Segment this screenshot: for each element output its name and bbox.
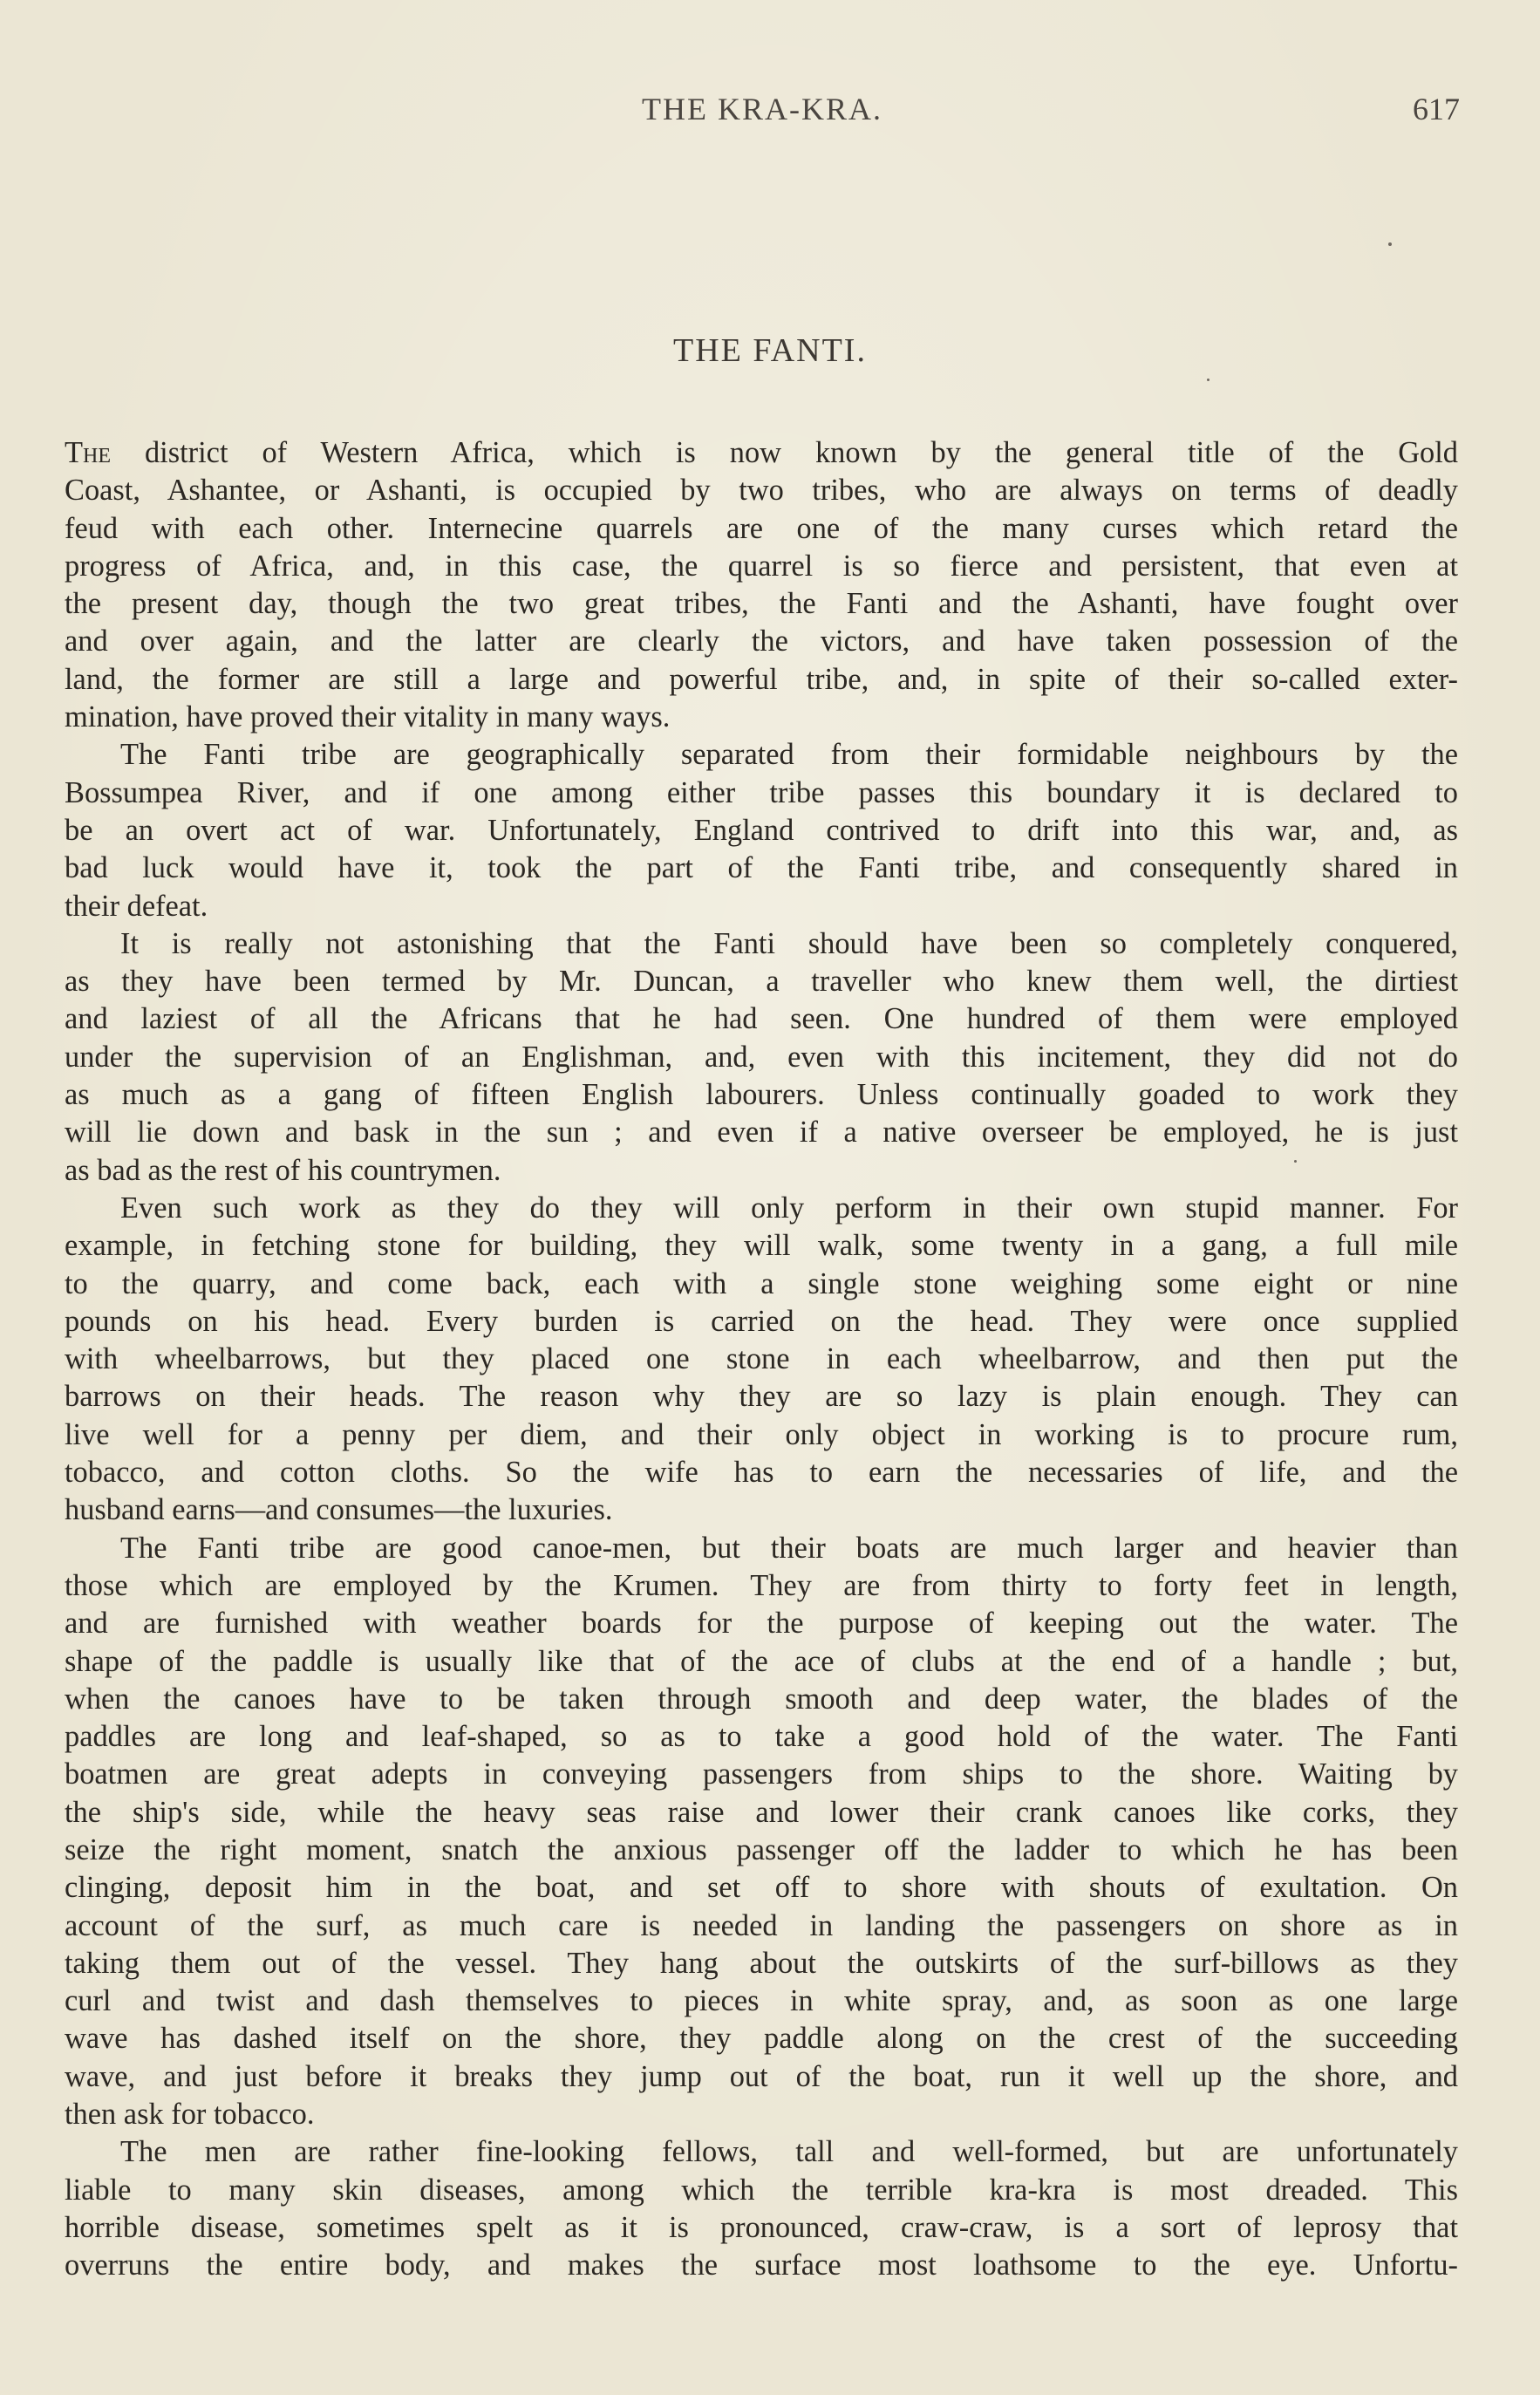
line-text: and over again, and the latter are clearly the victors, and have taken possession of the (65, 624, 1458, 658)
line-text: land, the former are still a large and powerful tribe, and, in spite of their so-called exter- (65, 662, 1458, 696)
line-text: barrows on their heads. The reason why they are so lazy is plain enough. They can (65, 1380, 1458, 1414)
line-text: overruns the entire body, and makes the surface most loathsome to the eye. Unfortu- (65, 2248, 1458, 2282)
line-text: district of Western Africa, which is now known by the general title of the Gold (144, 436, 1458, 469)
text-line (65, 699, 1458, 736)
line-text: and are furnished with weather boards for the purpose of keeping out the water. The (65, 1607, 1458, 1641)
text-line (65, 2172, 1458, 2209)
text-line (65, 1190, 1458, 1227)
line-text: as they have been termed by Mr. Duncan, a traveller who knew them well, the dirtiest (65, 965, 1458, 999)
text-line (65, 661, 1458, 699)
line-text: seize the right moment, snatch the anxious passenger off the ladder to which he has been (65, 1832, 1458, 1866)
text-line (65, 736, 1458, 774)
text-line (65, 1982, 1458, 2020)
text-line (65, 1076, 1458, 1114)
line-text: the present day, though the two great tribes, the Fanti and the Ashanti, have fought over (65, 587, 1458, 621)
line-text: Bossumpea River, and if one among either tribe passes this boundary it is declared to (65, 775, 1458, 809)
line-text: when the canoes have to be taken through smooth and deep water, the blades of the (65, 1682, 1458, 1716)
line-text: then ask for tobacco. (65, 2098, 315, 2132)
text-line (65, 1945, 1458, 1982)
line-text: taking them out of the vessel. They hang about the outskirts of the surf-billows as they (65, 1946, 1458, 1980)
text-line (65, 1378, 1458, 1416)
running-header (65, 91, 1460, 134)
text-line (65, 1832, 1458, 1869)
text-line (65, 2247, 1458, 2284)
text-line (65, 1567, 1458, 1605)
line-text: progress of Africa, and, in this case, the quarrel is so fierce and persistent, that even at (65, 549, 1458, 583)
line-text: with wheelbarrows, but they placed one stone in each wheelbarrow, and then put the (65, 1342, 1458, 1376)
text-line (65, 2209, 1458, 2247)
line-text: example, in fetching stone for building, they will walk, some twenty in a gang, a full mile (65, 1229, 1458, 1263)
text-line (65, 1756, 1458, 1793)
text-line (65, 1227, 1458, 1265)
line-text: as bad as the rest of his countrymen. (65, 1153, 501, 1187)
line-text: their defeat. (65, 889, 208, 923)
line-text: curl and twist and dash themselves to pieces in white spray, and, as soon as one large (65, 1984, 1458, 2018)
line-text: Even such work as they do they will only perform in their own stupid manner. For (120, 1191, 1458, 1225)
line-text: It is really not astonishing that the Fanti should have been so completely conquered, (120, 926, 1458, 960)
line-text: shape of the paddle is usually like that of the ace of clubs at the end of a handle ; but, (65, 1644, 1458, 1678)
line-text: horrible disease, sometimes spelt as it is pronounced, craw-craw, is a sort of leprosy that (65, 2210, 1458, 2244)
text-line (65, 812, 1458, 850)
text-line (65, 1039, 1458, 1076)
body-text (65, 434, 1458, 2285)
line-text: mination, have proved their vitality in many ways. (65, 700, 671, 734)
paper-speck (1207, 379, 1210, 381)
line-text: account of the surf, as much care is needed in landing the passengers on shore as in (65, 1908, 1458, 1942)
paper-speck (1388, 242, 1392, 246)
text-line (65, 1454, 1458, 1491)
text-line (65, 1530, 1458, 1567)
line-text: clinging, deposit him in the boat, and set off to shore with shouts of exultation. On (65, 1871, 1458, 1905)
text-line (65, 1907, 1458, 1945)
text-line (65, 1341, 1458, 1378)
line-text: liable to many skin diseases, among which the terrible kra-kra is most dreaded. This (65, 2173, 1458, 2207)
text-line (65, 1794, 1458, 1832)
text-line (65, 472, 1458, 509)
text-line (65, 1152, 1458, 1190)
text-line (65, 1303, 1458, 1341)
text-line (65, 1718, 1458, 1756)
line-text: husband earns—and consumes—the luxuries. (65, 1493, 613, 1527)
line-text: will lie down and bask in the sun ; and even if a native overseer be employed, he is just (65, 1116, 1458, 1150)
text-line (65, 623, 1458, 660)
running-title: THE KRA-KRA. (642, 92, 882, 126)
lead-word: The (65, 436, 111, 469)
line-text: wave has dashed itself on the shore, they paddle along on the crest of the succeeding (65, 2022, 1458, 2056)
line-text: be an overt act of war. Unfortunately, England contrived to drift into this war, and, as (65, 813, 1458, 847)
line-text: The Fanti tribe are geographically separated from their formidable neighbours by the (120, 738, 1458, 772)
text-line (65, 2020, 1458, 2057)
text-line (65, 888, 1458, 925)
text-line (65, 1114, 1458, 1151)
text-line (65, 585, 1458, 623)
text-line (65, 963, 1458, 1000)
line-text: and laziest of all the Africans that he had seen. One hundred of them were employed (65, 1002, 1458, 1036)
text-line (65, 850, 1458, 887)
line-text: wave, and just before it breaks they jump out of the boat, run it well up the shore, and (65, 2059, 1458, 2093)
text-line (65, 510, 1458, 548)
line-text: feud with each other. Internecine quarrels are one of the many curses which retard the (65, 511, 1458, 545)
line-text: The Fanti tribe are good canoe-men, but their boats are much larger and heavier than (120, 1531, 1458, 1565)
line-text: as much as a gang of fifteen English labourers. Unless continually goaded to work they (65, 1078, 1458, 1112)
line-text: those which are employed by the Krumen. They are from thirty to forty feet in length, (65, 1568, 1458, 1602)
chapter-title: THE FANTI. (673, 332, 867, 369)
line-text: boatmen are great adepts in conveying passengers from ships to the shore. Waiting by (65, 1757, 1458, 1791)
line-text: to the quarry, and come back, each with a single stone weighing some eight or nine (65, 1266, 1458, 1300)
line-text: paddles are long and leaf-shaped, so as to take a good hold of the water. The Fanti (65, 1720, 1458, 1754)
line-text: pounds on his head. Every burden is carried on the head. They were once supplied (65, 1304, 1458, 1338)
line-text: under the supervision of an Englishman, and, even with this incitement, they did not do (65, 1040, 1458, 1074)
text-line (65, 1491, 1458, 1529)
line-text: bad luck would have it, took the part of the Fanti tribe, and consequently shared in (65, 851, 1458, 885)
line-text: live well for a penny per diem, and their only object in working is to procure rum, (65, 1417, 1458, 1451)
text-line (65, 2133, 1458, 2171)
text-line (65, 2058, 1458, 2096)
paper-speck (1294, 1160, 1297, 1163)
text-line (65, 548, 1458, 585)
text-line (65, 1416, 1458, 1454)
line-text: Coast, Ashantee, or Ashanti, is occupied by two tribes, who are always on terms of deadly (65, 474, 1458, 508)
text-line (65, 1605, 1458, 1642)
line-text: The men are rather fine-looking fellows, tall and well-formed, but are unfortunately (120, 2135, 1458, 2169)
line-text: tobacco, and cotton cloths. So the wife has to earn the necessaries of life, and the (65, 1456, 1458, 1490)
text-line (65, 1266, 1458, 1303)
line-text: the ship's side, while the heavy seas raise and lower their crank canoes like corks, they (65, 1795, 1458, 1829)
text-line (65, 2096, 1458, 2133)
text-line (65, 1000, 1458, 1038)
text-line (65, 1681, 1458, 1718)
text-line (65, 925, 1458, 963)
text-line (65, 1643, 1458, 1681)
text-line (65, 774, 1458, 812)
page-number: 617 (1413, 92, 1460, 126)
text-line (65, 434, 1458, 472)
text-line (65, 1869, 1458, 1907)
